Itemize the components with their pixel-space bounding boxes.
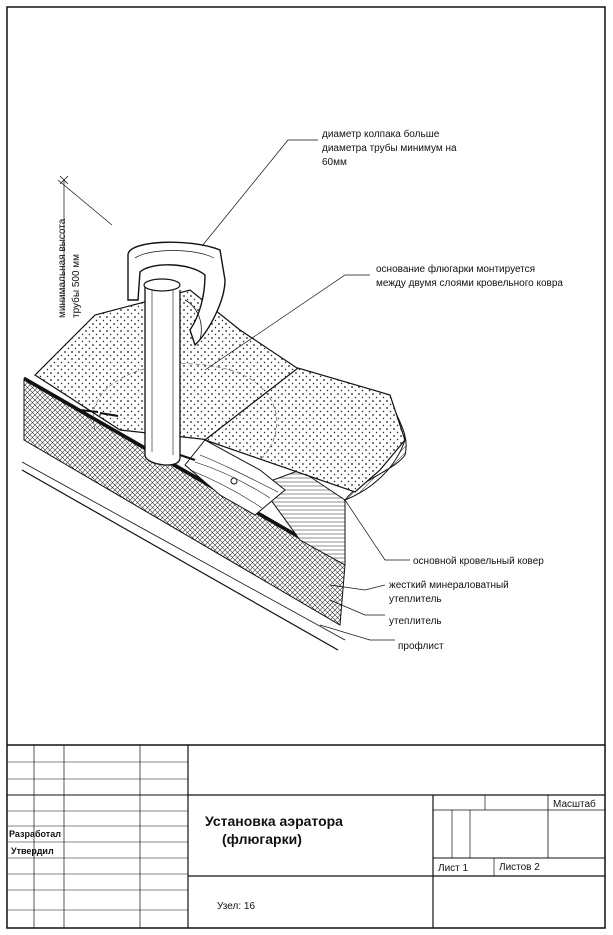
cap-note-line2: диаметра трубы минимум на [322, 143, 457, 154]
insulation-label: утеплитель [389, 616, 442, 627]
drawing-title-line2: (флюгарки) [222, 831, 302, 847]
title-block [7, 745, 605, 928]
cap-note-line1: диаметр колпака больше [322, 129, 440, 140]
scale-label: Масштаб [553, 799, 596, 810]
height-note-line1: минимальная высота [57, 218, 68, 318]
height-note-line2: трубы 500 мм [71, 253, 82, 318]
rigid-insulation-label-line1: жесткий минераловатный [389, 580, 509, 591]
base-note-line1: основание флюгарки монтируется [376, 264, 536, 275]
sheet-label: Лист 1 [438, 863, 469, 874]
developed-by-label: Разработал [9, 829, 61, 839]
approved-by-label: Утвердил [11, 846, 54, 856]
fastener-mark [231, 478, 237, 484]
cap-note-line3: 60мм [322, 157, 347, 168]
rigid-insulation-label-line2: утеплитель [389, 594, 442, 605]
aerator-pipe [144, 279, 180, 465]
node-label: Узел: 16 [217, 901, 256, 912]
drawing-title-line1: Установка аэратора [205, 813, 343, 829]
sheets-total-label: Листов 2 [499, 862, 540, 873]
profsheet-label: профлист [398, 641, 444, 652]
roof-assembly [22, 290, 406, 650]
base-note-line2: между двумя слоями кровельного ковра [376, 278, 563, 289]
roof-carpet-label: основной кровельный ковер [413, 556, 544, 567]
